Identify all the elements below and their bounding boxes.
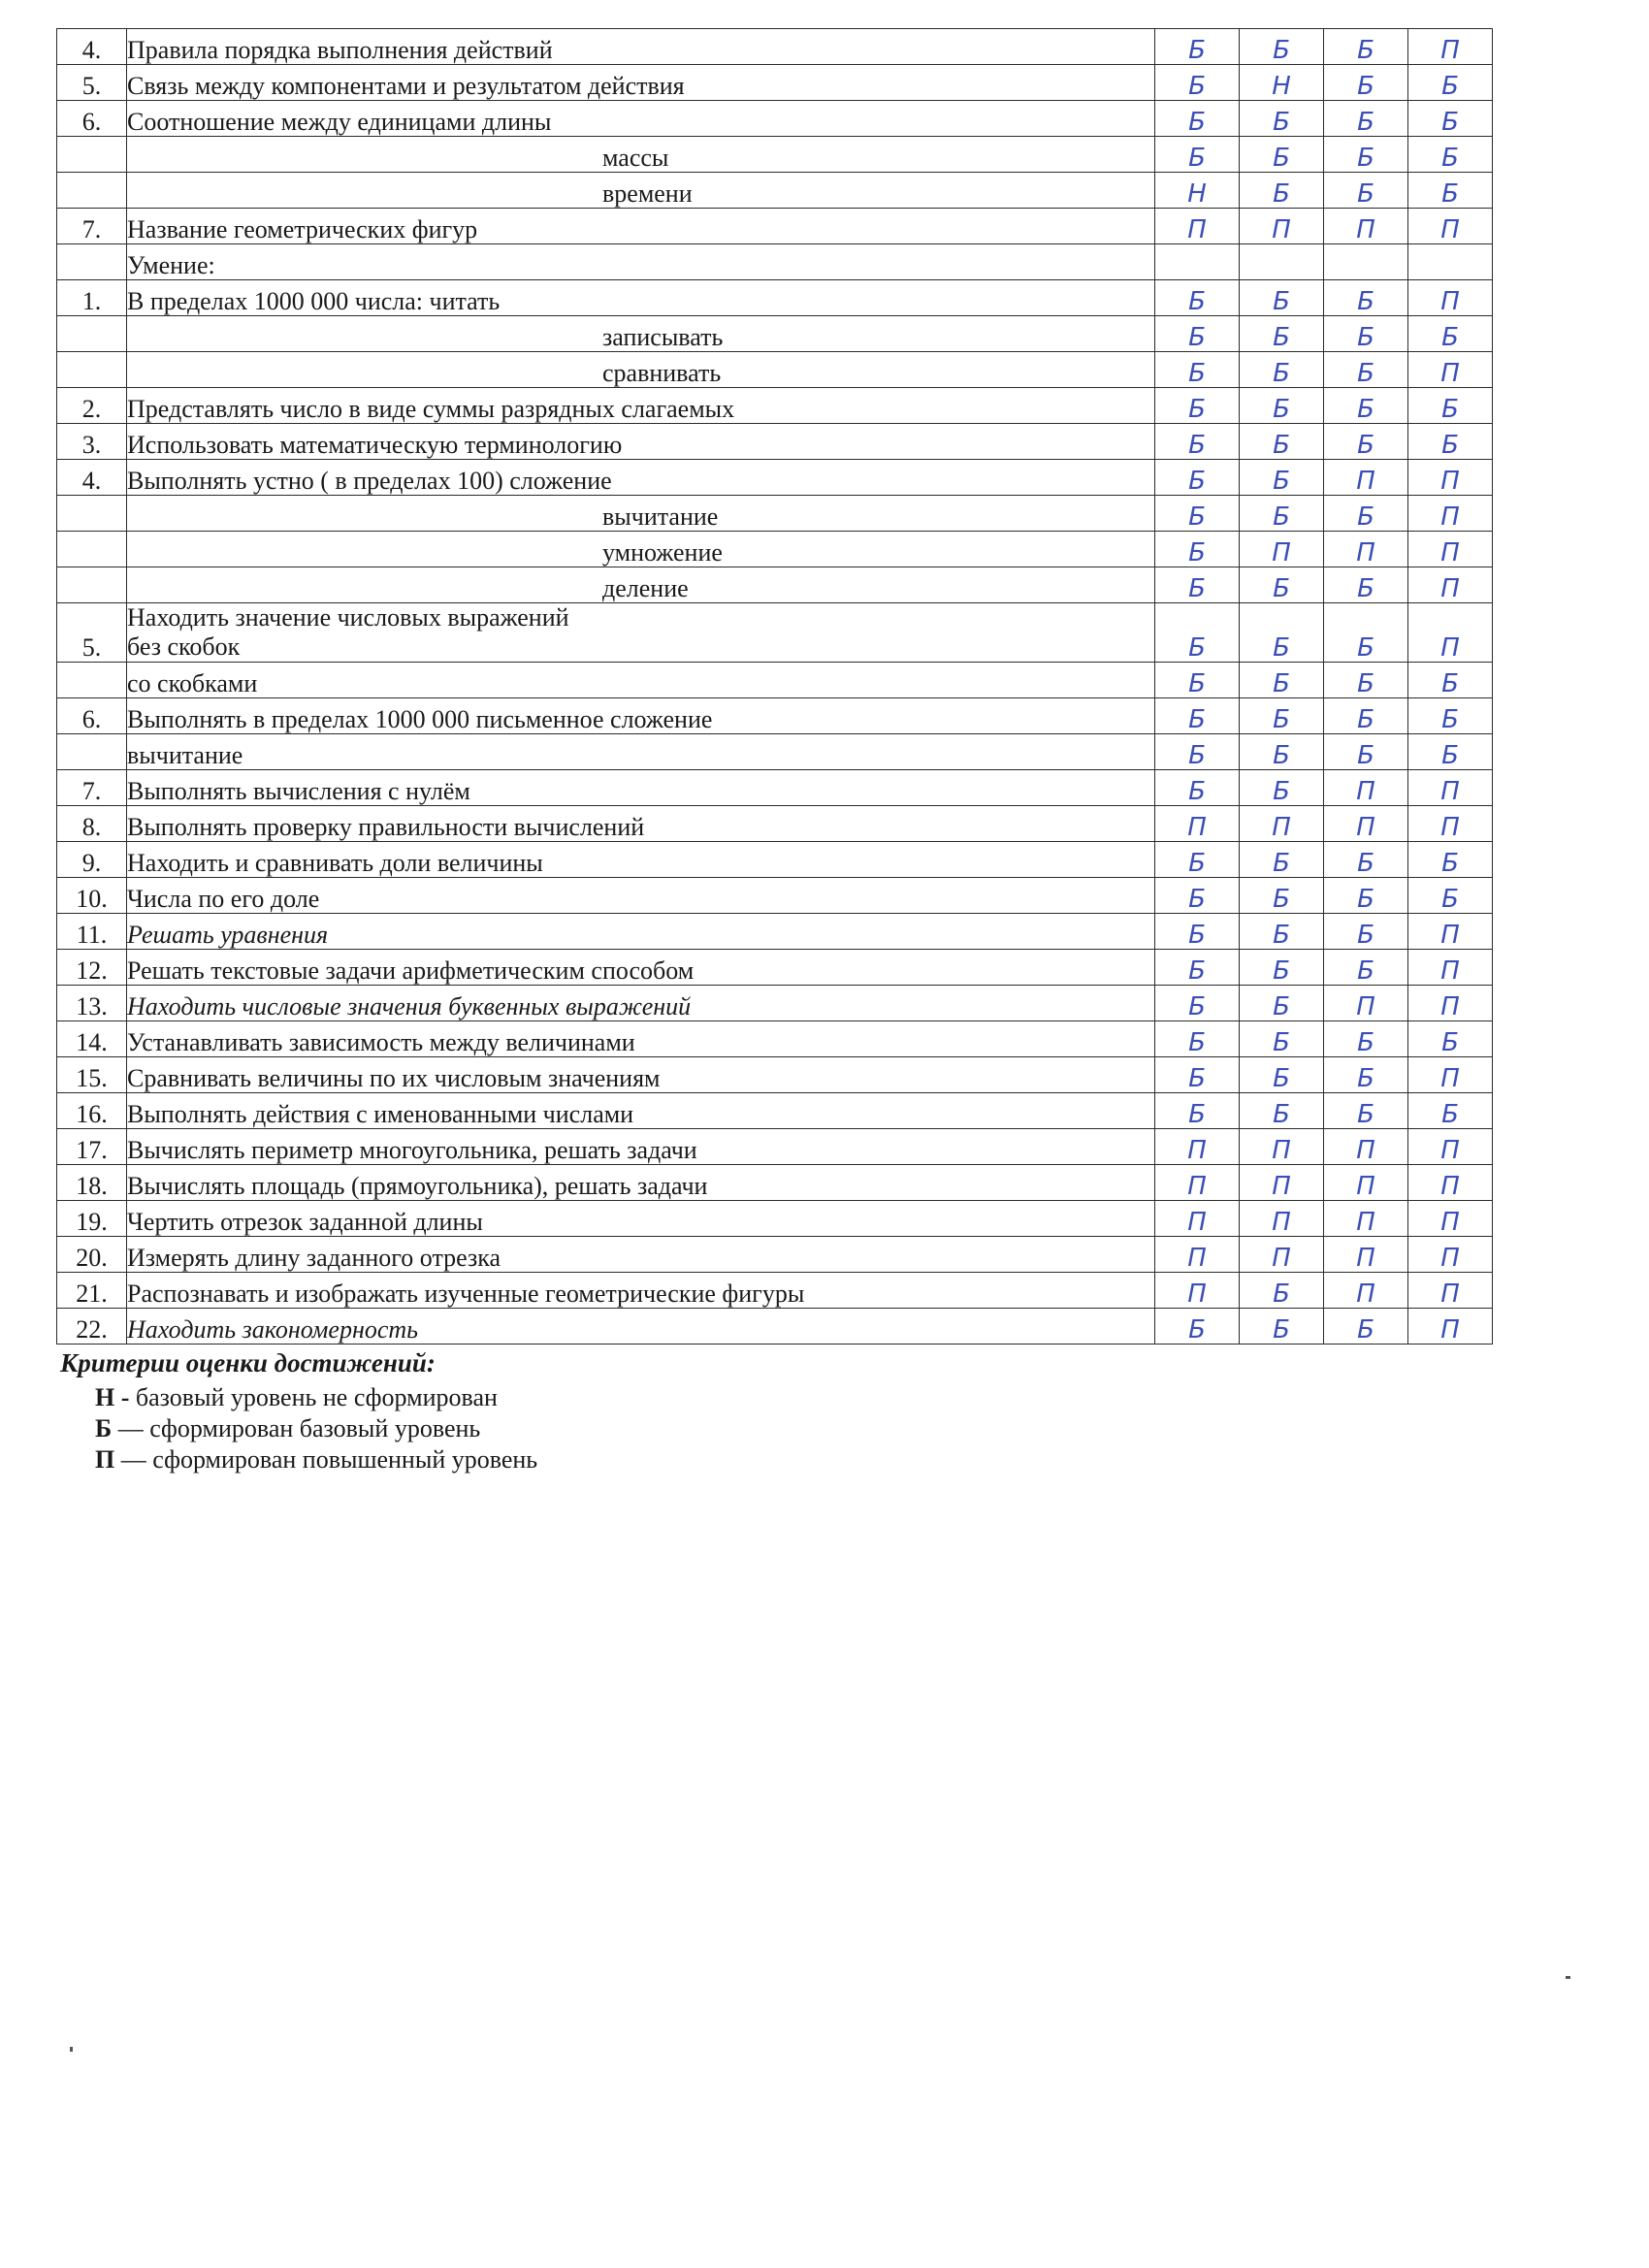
grade-mark: Б — [1155, 101, 1240, 137]
grade-mark: Б — [1408, 734, 1493, 770]
grade-mark: П — [1240, 1129, 1324, 1165]
grade-mark: Б — [1408, 842, 1493, 878]
grade-mark: П — [1155, 1129, 1240, 1165]
grade-mark: Б — [1155, 29, 1240, 65]
row-number — [57, 244, 127, 280]
grade-mark: Б — [1408, 173, 1493, 209]
skill-description: сравнивать — [127, 352, 1155, 388]
grade-mark: Б — [1324, 734, 1408, 770]
grade-mark: Б — [1240, 424, 1324, 460]
skill-description: времени — [127, 173, 1155, 209]
grade-mark: П — [1324, 1165, 1408, 1201]
skill-description: Использовать математическую терминологию — [127, 424, 1155, 460]
grade-mark: Б — [1324, 603, 1408, 663]
grade-mark: П — [1155, 1201, 1240, 1237]
grade-mark: П — [1408, 806, 1493, 842]
grade-mark: Б — [1155, 532, 1240, 567]
grade-mark: П — [1324, 986, 1408, 1021]
table-row — [57, 1057, 1493, 1093]
grade-mark: Б — [1324, 1021, 1408, 1057]
table-row — [57, 698, 1493, 734]
table-row — [57, 603, 1493, 663]
grade-mark: Б — [1240, 101, 1324, 137]
skill-description: Измерять длину заданного отрезка — [127, 1237, 1155, 1273]
criteria-item-b — [56, 1413, 929, 1444]
table-row — [57, 986, 1493, 1021]
table-row — [57, 244, 1493, 280]
skill-description: Устанавливать зависимость между величинами — [127, 1021, 1155, 1057]
skill-description: записывать — [127, 316, 1155, 352]
grade-mark: П — [1408, 950, 1493, 986]
table-row — [57, 65, 1493, 101]
row-number — [57, 532, 127, 567]
grade-mark: Б — [1240, 1021, 1324, 1057]
grade-mark: Б — [1155, 316, 1240, 352]
row-number: 16. — [57, 1093, 127, 1129]
grade-mark: П — [1240, 1237, 1324, 1273]
grade-mark: П — [1408, 1057, 1493, 1093]
skill-description — [127, 603, 1155, 663]
grade-mark: Б — [1155, 1057, 1240, 1093]
grade-mark — [1240, 244, 1324, 280]
row-number: 20. — [57, 1237, 127, 1273]
table-row — [57, 424, 1493, 460]
grade-mark: Б — [1155, 603, 1240, 663]
grade-mark: Б — [1324, 316, 1408, 352]
grade-mark: Б — [1324, 280, 1408, 316]
row-number: 5. — [57, 65, 127, 101]
row-number: 8. — [57, 806, 127, 842]
grade-mark: Б — [1324, 1093, 1408, 1129]
grade-mark: П — [1408, 567, 1493, 603]
row-number: 11. — [57, 914, 127, 950]
grade-mark: П — [1155, 1237, 1240, 1273]
grade-mark: П — [1324, 460, 1408, 496]
grade-mark: Б — [1408, 663, 1493, 698]
row-number: 7. — [57, 209, 127, 244]
table-row — [57, 173, 1493, 209]
grade-mark: П — [1240, 1165, 1324, 1201]
criteria-item-p — [56, 1444, 929, 1475]
grade-mark: П — [1408, 1165, 1493, 1201]
grade-mark: П — [1240, 209, 1324, 244]
grade-mark: Б — [1324, 950, 1408, 986]
grade-mark: Б — [1240, 173, 1324, 209]
grade-mark: Б — [1408, 388, 1493, 424]
grade-mark: Б — [1324, 29, 1408, 65]
skill-description: Чертить отрезок заданной длины — [127, 1201, 1155, 1237]
grade-mark: Б — [1324, 567, 1408, 603]
skill-description: Название геометрических фигур — [127, 209, 1155, 244]
grade-mark: Б — [1324, 842, 1408, 878]
table-row — [57, 532, 1493, 567]
grade-mark: Б — [1240, 460, 1324, 496]
grade-mark: Б — [1155, 352, 1240, 388]
row-number: 19. — [57, 1201, 127, 1237]
table-row — [57, 101, 1493, 137]
skill-description-line: без скобок — [127, 632, 241, 661]
grade-mark: П — [1155, 209, 1240, 244]
row-number: 22. — [57, 1309, 127, 1345]
grade-mark: Б — [1240, 567, 1324, 603]
row-number: 14. — [57, 1021, 127, 1057]
scan-speck — [1566, 1976, 1570, 1979]
table-row — [57, 1021, 1493, 1057]
table-row — [57, 352, 1493, 388]
grade-mark: Б — [1155, 65, 1240, 101]
skill-description: Числа по его доле — [127, 878, 1155, 914]
grade-mark: Б — [1324, 137, 1408, 173]
row-number: 3. — [57, 424, 127, 460]
row-number: 12. — [57, 950, 127, 986]
skill-description: Вычислять периметр многоугольника, решать задачи — [127, 1129, 1155, 1165]
grade-mark: П — [1240, 532, 1324, 567]
grade-mark — [1324, 244, 1408, 280]
grade-mark: Б — [1324, 878, 1408, 914]
grade-mark: Б — [1155, 460, 1240, 496]
grade-mark: Б — [1155, 1309, 1240, 1345]
assessment-table-body — [57, 29, 1493, 1345]
table-row — [57, 1273, 1493, 1309]
criteria-title: Критерии оценки достижений: — [60, 1348, 436, 1377]
grade-mark: Б — [1240, 1093, 1324, 1129]
row-number: 13. — [57, 986, 127, 1021]
skill-description: вычитание — [127, 734, 1155, 770]
row-number: 5. — [57, 603, 127, 663]
grade-mark: Б — [1240, 950, 1324, 986]
table-row — [57, 1237, 1493, 1273]
skill-description: Вычислять площадь (прямоугольника), решать задачи — [127, 1165, 1155, 1201]
grade-mark: Б — [1240, 878, 1324, 914]
grade-mark: Б — [1240, 316, 1324, 352]
grade-mark: Б — [1408, 316, 1493, 352]
row-number: 17. — [57, 1129, 127, 1165]
table-row — [57, 1201, 1493, 1237]
row-number: 10. — [57, 878, 127, 914]
table-row — [57, 842, 1493, 878]
table-row — [57, 388, 1493, 424]
grade-mark: Б — [1155, 137, 1240, 173]
grade-mark: Б — [1324, 173, 1408, 209]
grade-mark: Б — [1408, 878, 1493, 914]
skill-description: Решать уравнения — [127, 914, 1155, 950]
row-number: 7. — [57, 770, 127, 806]
grade-mark: Б — [1155, 734, 1240, 770]
criteria-desc: базовый уровень не сформирован — [129, 1383, 498, 1411]
grade-mark: П — [1240, 1201, 1324, 1237]
grade-mark: П — [1324, 770, 1408, 806]
skill-description: Распознавать и изображать изученные геометрические фигуры — [127, 1273, 1155, 1309]
row-number: 9. — [57, 842, 127, 878]
row-number: 18. — [57, 1165, 127, 1201]
table-row — [57, 663, 1493, 698]
skill-description: Решать текстовые задачи арифметическим способом — [127, 950, 1155, 986]
grade-mark: Б — [1155, 986, 1240, 1021]
grade-mark: П — [1240, 806, 1324, 842]
grade-mark: Б — [1240, 280, 1324, 316]
grade-mark: П — [1408, 532, 1493, 567]
grade-mark: П — [1324, 1237, 1408, 1273]
table-row — [57, 567, 1493, 603]
skill-description: вычитание — [127, 496, 1155, 532]
row-number — [57, 316, 127, 352]
skill-description: Умение: — [127, 244, 1155, 280]
grade-mark: Б — [1240, 352, 1324, 388]
grade-mark: Б — [1240, 734, 1324, 770]
row-number — [57, 734, 127, 770]
grade-mark: П — [1155, 1165, 1240, 1201]
grade-mark: П — [1408, 1201, 1493, 1237]
grade-mark: Б — [1324, 663, 1408, 698]
skill-description: Сравнивать величины по их числовым значениям — [127, 1057, 1155, 1093]
skill-description: Правила порядка выполнения действий — [127, 29, 1155, 65]
grade-mark: П — [1408, 209, 1493, 244]
table-row — [57, 914, 1493, 950]
grade-mark: Б — [1240, 770, 1324, 806]
skill-description: Соотношение между единицами длины — [127, 101, 1155, 137]
skill-description: Находить закономерность — [127, 1309, 1155, 1345]
grade-mark: Б — [1155, 567, 1240, 603]
grade-mark: П — [1408, 986, 1493, 1021]
table-row — [57, 1309, 1493, 1345]
grade-mark: Б — [1240, 698, 1324, 734]
grade-mark: Б — [1155, 663, 1240, 698]
grade-mark: Б — [1408, 1021, 1493, 1057]
row-number: 6. — [57, 698, 127, 734]
grade-mark — [1408, 244, 1493, 280]
skill-description: Связь между компонентами и результатом действия — [127, 65, 1155, 101]
grade-mark: Б — [1324, 424, 1408, 460]
grade-mark: Б — [1408, 65, 1493, 101]
grade-mark: Б — [1240, 496, 1324, 532]
row-number: 4. — [57, 460, 127, 496]
table-row — [57, 209, 1493, 244]
grade-mark: П — [1408, 1237, 1493, 1273]
grade-mark: Н — [1240, 65, 1324, 101]
skill-description: Выполнять в пределах 1000 000 письменное сложение — [127, 698, 1155, 734]
criteria-desc: — сформирован базовый уровень — [112, 1414, 481, 1442]
grade-mark: Б — [1408, 424, 1493, 460]
grade-mark: П — [1324, 806, 1408, 842]
grade-mark: Б — [1155, 1021, 1240, 1057]
grade-mark: Б — [1240, 663, 1324, 698]
grade-mark: П — [1324, 532, 1408, 567]
grade-mark: Б — [1324, 1309, 1408, 1345]
grade-mark: Б — [1155, 388, 1240, 424]
skill-description: Находить и сравнивать доли величины — [127, 842, 1155, 878]
table-row — [57, 806, 1493, 842]
criteria-legend — [56, 1348, 929, 1475]
grade-mark: П — [1408, 770, 1493, 806]
skill-description: В пределах 1000 000 числа: читать — [127, 280, 1155, 316]
grade-mark: Б — [1240, 986, 1324, 1021]
row-number — [57, 173, 127, 209]
skill-description: Представлять число в виде суммы разрядных слагаемых — [127, 388, 1155, 424]
grade-mark: П — [1408, 603, 1493, 663]
grade-mark: Б — [1155, 424, 1240, 460]
skill-description: Выполнять устно ( в пределах 100) сложение — [127, 460, 1155, 496]
skill-description: со скобками — [127, 663, 1155, 698]
criteria-desc: — сформирован повышенный уровень — [114, 1445, 538, 1474]
assessment-table-container — [56, 28, 1492, 1345]
grade-mark: Б — [1408, 137, 1493, 173]
grade-mark: Б — [1155, 842, 1240, 878]
grade-mark: Б — [1155, 770, 1240, 806]
grade-mark: Б — [1240, 1057, 1324, 1093]
scan-speck — [70, 2047, 73, 2052]
grade-mark: Б — [1155, 1093, 1240, 1129]
row-number — [57, 352, 127, 388]
table-row — [57, 280, 1493, 316]
row-number — [57, 663, 127, 698]
grade-mark: Б — [1240, 29, 1324, 65]
table-row — [57, 316, 1493, 352]
skill-description: Выполнять действия с именованными числами — [127, 1093, 1155, 1129]
grade-mark: П — [1408, 496, 1493, 532]
row-number: 15. — [57, 1057, 127, 1093]
skill-description: Находить числовые значения буквенных выражений — [127, 986, 1155, 1021]
grade-mark: Б — [1240, 1273, 1324, 1309]
grade-mark: Б — [1240, 388, 1324, 424]
table-row — [57, 770, 1493, 806]
grade-mark: Б — [1155, 280, 1240, 316]
grade-mark: Б — [1324, 65, 1408, 101]
grade-mark: Б — [1324, 1057, 1408, 1093]
table-row — [57, 734, 1493, 770]
grade-mark: П — [1408, 1309, 1493, 1345]
grade-mark: Б — [1408, 698, 1493, 734]
grade-mark: П — [1324, 1201, 1408, 1237]
grade-mark: П — [1408, 1129, 1493, 1165]
table-row — [57, 878, 1493, 914]
grade-mark: П — [1155, 1273, 1240, 1309]
grade-mark: П — [1408, 914, 1493, 950]
grade-mark: П — [1324, 209, 1408, 244]
grade-mark: П — [1324, 1273, 1408, 1309]
grade-mark: Б — [1240, 842, 1324, 878]
grade-mark: Б — [1324, 101, 1408, 137]
grade-mark: П — [1408, 352, 1493, 388]
grade-mark: Б — [1155, 496, 1240, 532]
table-row — [57, 950, 1493, 986]
criteria-key: Б — [95, 1414, 113, 1442]
grade-mark: Б — [1240, 603, 1324, 663]
table-row — [57, 496, 1493, 532]
grade-mark: П — [1408, 280, 1493, 316]
grade-mark: Б — [1155, 914, 1240, 950]
grade-mark: П — [1408, 1273, 1493, 1309]
row-number: 1. — [57, 280, 127, 316]
table-row — [57, 1129, 1493, 1165]
table-row — [57, 29, 1493, 65]
row-number — [57, 137, 127, 173]
table-row — [57, 1093, 1493, 1129]
row-number: 21. — [57, 1273, 127, 1309]
assessment-table — [56, 28, 1493, 1345]
table-row — [57, 137, 1493, 173]
row-number — [57, 496, 127, 532]
table-row — [57, 460, 1493, 496]
skill-description: Выполнять вычисления с нулём — [127, 770, 1155, 806]
skill-description: деление — [127, 567, 1155, 603]
grade-mark: Б — [1408, 101, 1493, 137]
skill-description-line: Находить значение числовых выражений — [127, 603, 569, 632]
row-number: 2. — [57, 388, 127, 424]
criteria-key: Н - — [95, 1383, 130, 1411]
row-number: 4. — [57, 29, 127, 65]
grade-mark: Б — [1408, 1093, 1493, 1129]
grade-mark: Б — [1155, 950, 1240, 986]
row-number — [57, 567, 127, 603]
grade-mark: П — [1408, 460, 1493, 496]
grade-mark: Б — [1240, 1309, 1324, 1345]
grade-mark: Б — [1324, 388, 1408, 424]
grade-mark: Б — [1324, 698, 1408, 734]
skill-description: массы — [127, 137, 1155, 173]
grade-mark — [1155, 244, 1240, 280]
grade-mark: Б — [1155, 698, 1240, 734]
grade-mark: Б — [1324, 496, 1408, 532]
grade-mark: Б — [1324, 352, 1408, 388]
grade-mark: Б — [1240, 914, 1324, 950]
row-number: 6. — [57, 101, 127, 137]
table-row — [57, 1165, 1493, 1201]
grade-mark: Б — [1155, 878, 1240, 914]
criteria-item-n — [56, 1382, 929, 1413]
grade-mark: П — [1155, 806, 1240, 842]
grade-mark: Б — [1240, 137, 1324, 173]
grade-mark: Б — [1324, 914, 1408, 950]
criteria-key: П — [95, 1445, 115, 1474]
grade-mark: Н — [1155, 173, 1240, 209]
skill-description: умножение — [127, 532, 1155, 567]
grade-mark: П — [1408, 29, 1493, 65]
skill-description: Выполнять проверку правильности вычислений — [127, 806, 1155, 842]
grade-mark: П — [1324, 1129, 1408, 1165]
